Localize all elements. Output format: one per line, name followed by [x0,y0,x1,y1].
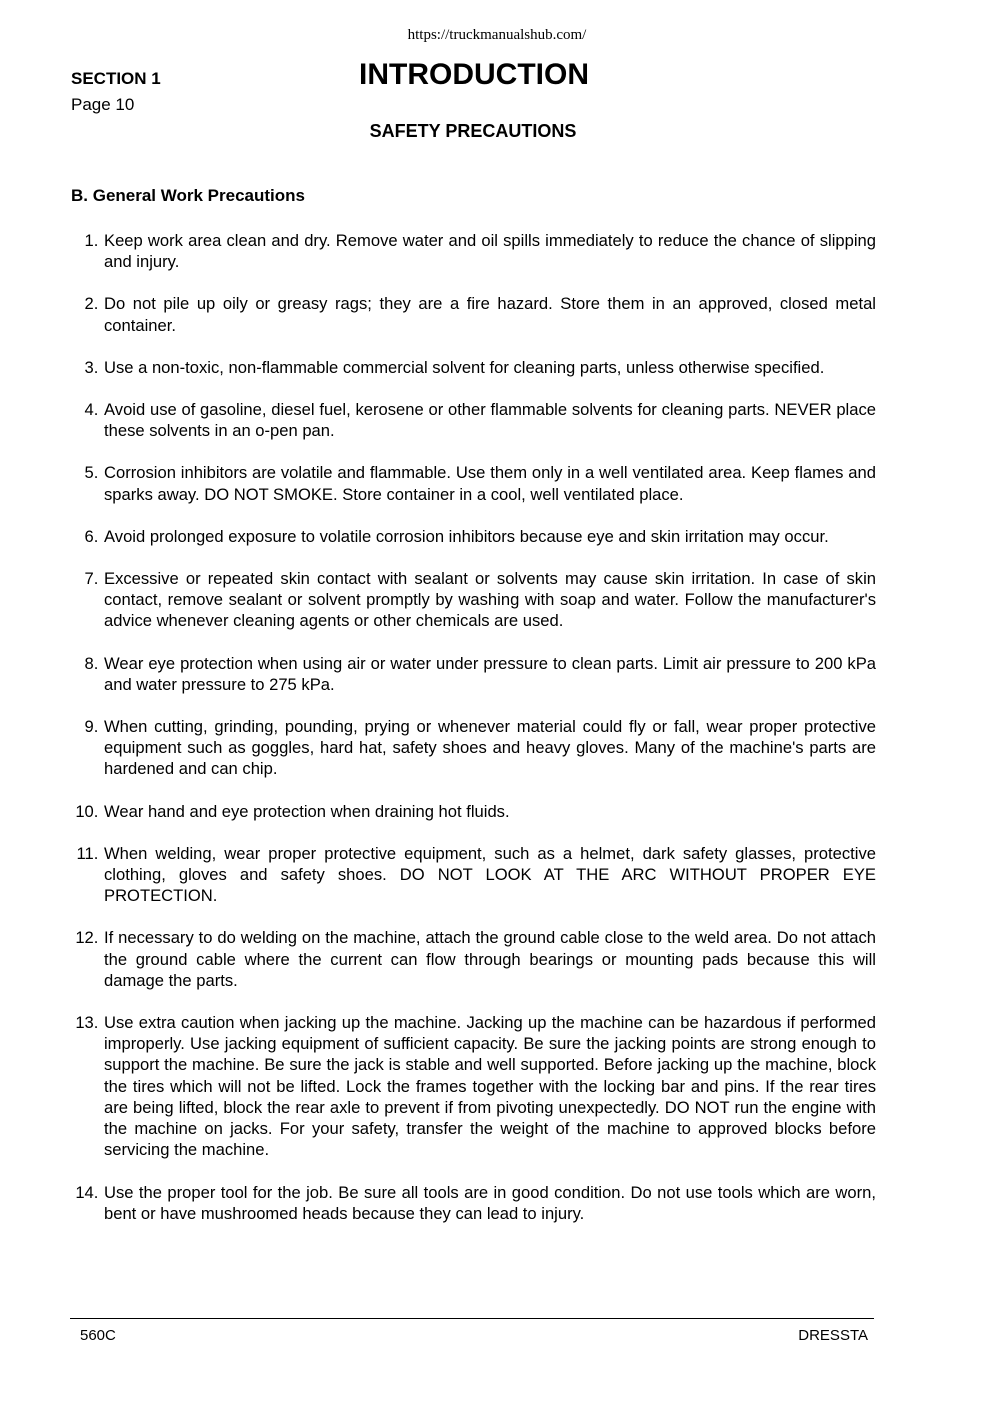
item-number: 9. [84,717,103,737]
item-text: Use extra caution when jacking up the machine. Jacking up the machine can be hazardous if performed improperly. Use jacking equipment of sufficient capacity. Be sure the jacking points are strong enough to support the machine. Be sure the jack is stable and well supported. Before jacking up the machine, block the tires which will not be lifted. Lock the frames together with the locking bar and pins. If the rear tires are being lifted, block the rear axle to prevent if from pivoting unexpectedly. DO NOT run the engine with the machine on jacks. For your safety, transfer the weight of the machine to approved blocks before servicing the machine. [104,1013,876,1160]
item-number: 7. [84,569,103,589]
page-number: Page 10 [71,95,135,114]
item-text: Wear hand and eye protection when draining hot fluids. [104,801,510,821]
item-text: Avoid prolonged exposure to volatile corrosion inhibitors because eye and skin irritation may occur. [104,526,829,546]
item-number: 13. [75,1013,103,1033]
item-text: When welding, wear proper protective equipment, such as a helmet, dark safety glasses, protective clothing, gloves and safety shoes. DO NOT LOOK AT THE ARC WITHOUT PROPER EYE PROTECTION. [104,843,876,906]
list-item [71,526,876,547]
footer-brand: DRESSTA [798,1327,868,1344]
item-text: When cutting, grinding, pounding, prying or whenever material could fly or fall, wear proper protective equipment such as goggles, hard hat, safety shoes and heavy gloves. Many of the machine's parts are hardened and can chip. [104,717,876,779]
item-number: 14. [75,1182,103,1202]
list-item [71,716,876,780]
item-number: 11. [76,843,103,863]
item-number: 10. [75,801,103,821]
item-number: 1. [84,231,103,250]
item-text: Avoid use of gasoline, diesel fuel, kerosene or other flammable solvents for cleaning parts. NEVER place these solvents in an o-pen pan. [104,400,876,441]
list-item [71,801,876,822]
item-number: 3. [84,357,103,377]
list-item [71,357,876,378]
list-item [71,462,876,504]
list-item [71,927,876,991]
list-item [71,1012,876,1160]
list-item [71,1182,876,1224]
item-text: Use the proper tool for the job. Be sure all tools are in good condition. Do not use tools which are worn, bent or have mushroomed heads because they can lead to injury. [104,1182,876,1223]
list-item [71,293,876,335]
item-number: 2. [84,294,103,314]
item-text: If necessary to do welding on the machine, attach the ground cable close to the weld area. Do not attach the ground cable where the current can flow through bearings or mounting pads because this will damage the parts. [104,928,876,990]
item-number: 8. [84,653,103,673]
item-text: Corrosion inhibitors are volatile and flammable. Use them only in a well ventilated area. Keep flames and sparks away. DO NOT SMOKE. Store container in a cool, well ventilated place. [104,463,876,504]
item-number: 12. [75,928,103,948]
section-label: SECTION 1 [71,69,161,88]
source-url[interactable]: https://truckmanualshub.com/ [407,27,587,43]
item-text: Do not pile up oily or greasy rags; they are a fire hazard. Store them in an approved, closed metal container. [104,294,876,335]
item-text: Wear eye protection when using air or water under pressure to clean parts. Limit air pressure to 200 kPa and water pressure to 275 kPa. [104,653,876,694]
section-heading: B. General Work Precautions [71,186,305,205]
item-text: Use a non-toxic, non-flammable commercial solvent for cleaning parts, unless otherwise specified. [104,357,825,377]
footer-divider [70,1318,874,1319]
list-item [71,230,876,272]
footer-model: 560C [80,1327,116,1344]
list-item [71,653,876,695]
list-item [71,399,876,441]
page-title: INTRODUCTION [359,58,589,91]
item-text: Keep work area clean and dry. Remove water and oil spills immediately to reduce the chance of slipping and injury. [104,231,876,272]
list-item [71,843,876,907]
item-number: 6. [84,526,103,546]
item-text: Excessive or repeated skin contact with sealant or solvents may cause skin irritation. In case of skin contact, remove sealant or solvent promptly by washing with soap and water. Follow the manufacturer's advice whenever cleaning agents or other chemicals are used. [104,569,876,631]
list-item [71,568,876,632]
item-number: 5. [84,463,103,483]
item-number: 4. [84,400,103,420]
page-subtitle: SAFETY PRECAUTIONS [369,121,577,141]
precautions-list [71,230,876,1245]
